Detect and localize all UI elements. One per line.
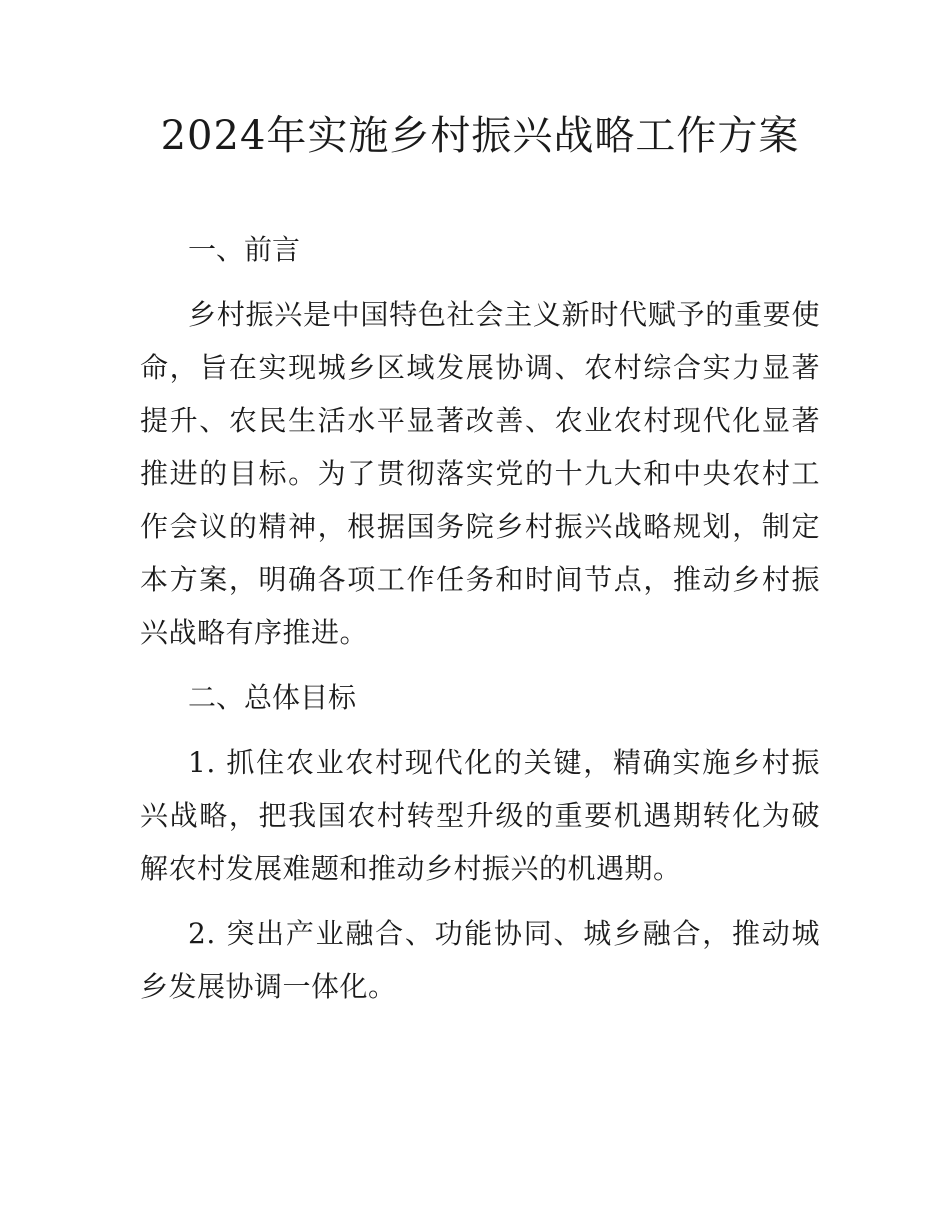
goal-item-2: 2. 突出产业融合、功能协同、城乡融合，推动城乡发展协调一体化。 — [140, 917, 820, 1003]
document-title: 2024年实施乡村振兴战略工作方案 — [160, 113, 800, 159]
document-page — [140, 0, 820, 1013]
goal-item-1: 1. 抓住农业农村现代化的关键，精确实施乡村振兴战略，把我国农村转型升级的重要机遇期转化为破解农村发展难题和推动乡村振兴的机遇期。 — [140, 746, 820, 885]
document-body — [140, 223, 820, 1013]
preface-paragraph: 乡村振兴是中国特色社会主义新时代赋予的重要使命，旨在实现城乡区域发展协调、农村综合实力显著提升、农民生活水平显著改善、农业农村现代化显著推进的目标。为了贯彻落实党的十九大和中央农村工作会议的精神，根据国务院乡村振兴战略规划，制定本方案，明确各项工作任务和时间节点，推动乡村振兴战略有序推进。 — [140, 298, 820, 649]
section-heading-overall-goals: 二、总体目标 — [188, 681, 357, 714]
section-heading-preface: 一、前言 — [188, 233, 301, 266]
